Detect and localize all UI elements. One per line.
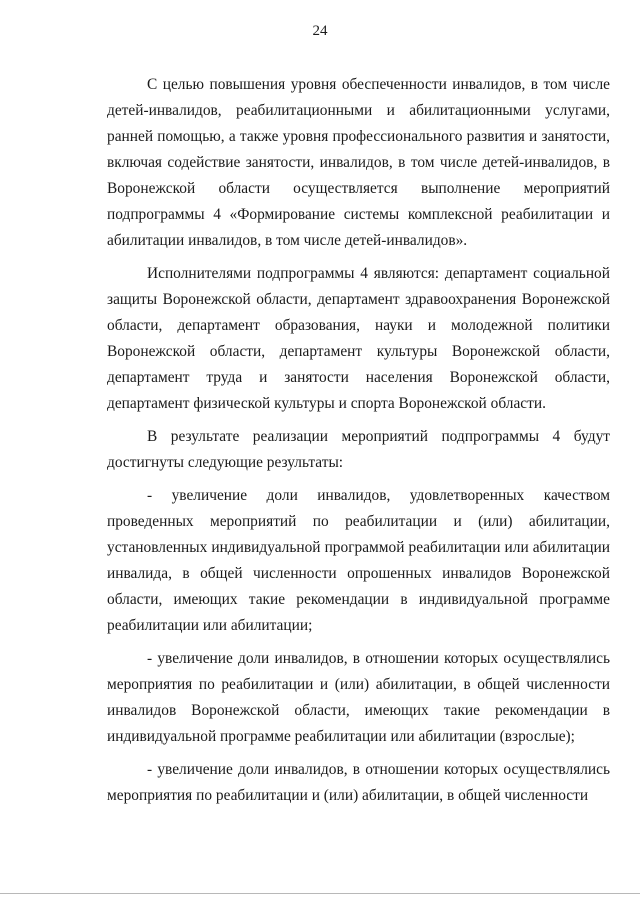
document-body: [107, 72, 610, 809]
paragraph-purpose: С целью повышения уровня обеспеченности инвалидов, в том числе детей-инвалидов, реабилитационными и абилитационными услугами, ранней помощью, а также уровня профессионального развития и занятости, включая содействие занятости, инвалидов, в том числе детей-инвалидов, в Воронежской области осуществляется выполнение мероприятий подпрограммы 4 «Формирование системы комплексной реабилитации и абилитации инвалидов, в том числе детей-инвалидов».: [107, 76, 610, 249]
page-bottom-edge: [0, 893, 640, 894]
results-list: [107, 483, 610, 809]
page-number: 24: [312, 23, 328, 39]
list-item: - увеличение доли инвалидов, в отношении которых осуществлялись мероприятия по реабилитации и (или) абилитации, в общей численности: [107, 761, 610, 804]
list-item: - увеличение доли инвалидов, удовлетворенных качеством проведенных мероприятий по реабилитации и (или) абилитации, установленных индивидуальной программой реабилитации или абилитации инвалида, в общей численности опрошенных инвалидов Воронежской области, имеющих такие рекомендации в индивидуальной программе реабилитации или абилитации;: [107, 487, 610, 634]
paragraph-executors: Исполнителями подпрограммы 4 являются: департамент социальной защиты Воронежской области, департамент здравоохранения Воронежской области, департамент образования, науки и молодежной политики Воронежской области, департамент культуры Воронежской области, департамент труда и занятости населения Воронежской области, департамент физической культуры и спорта Воронежской области.: [107, 265, 610, 412]
list-item: - увеличение доли инвалидов, в отношении которых осуществлялись мероприятия по реабилитации и (или) абилитации, в общей численности инвалидов Воронежской области, имеющих такие рекомендации в индивидуальной программе реабилитации или абилитации (взрослые);: [107, 650, 610, 745]
paragraph-results-intro: В результате реализации мероприятий подпрограммы 4 будут достигнуты следующие результаты:: [107, 428, 610, 471]
